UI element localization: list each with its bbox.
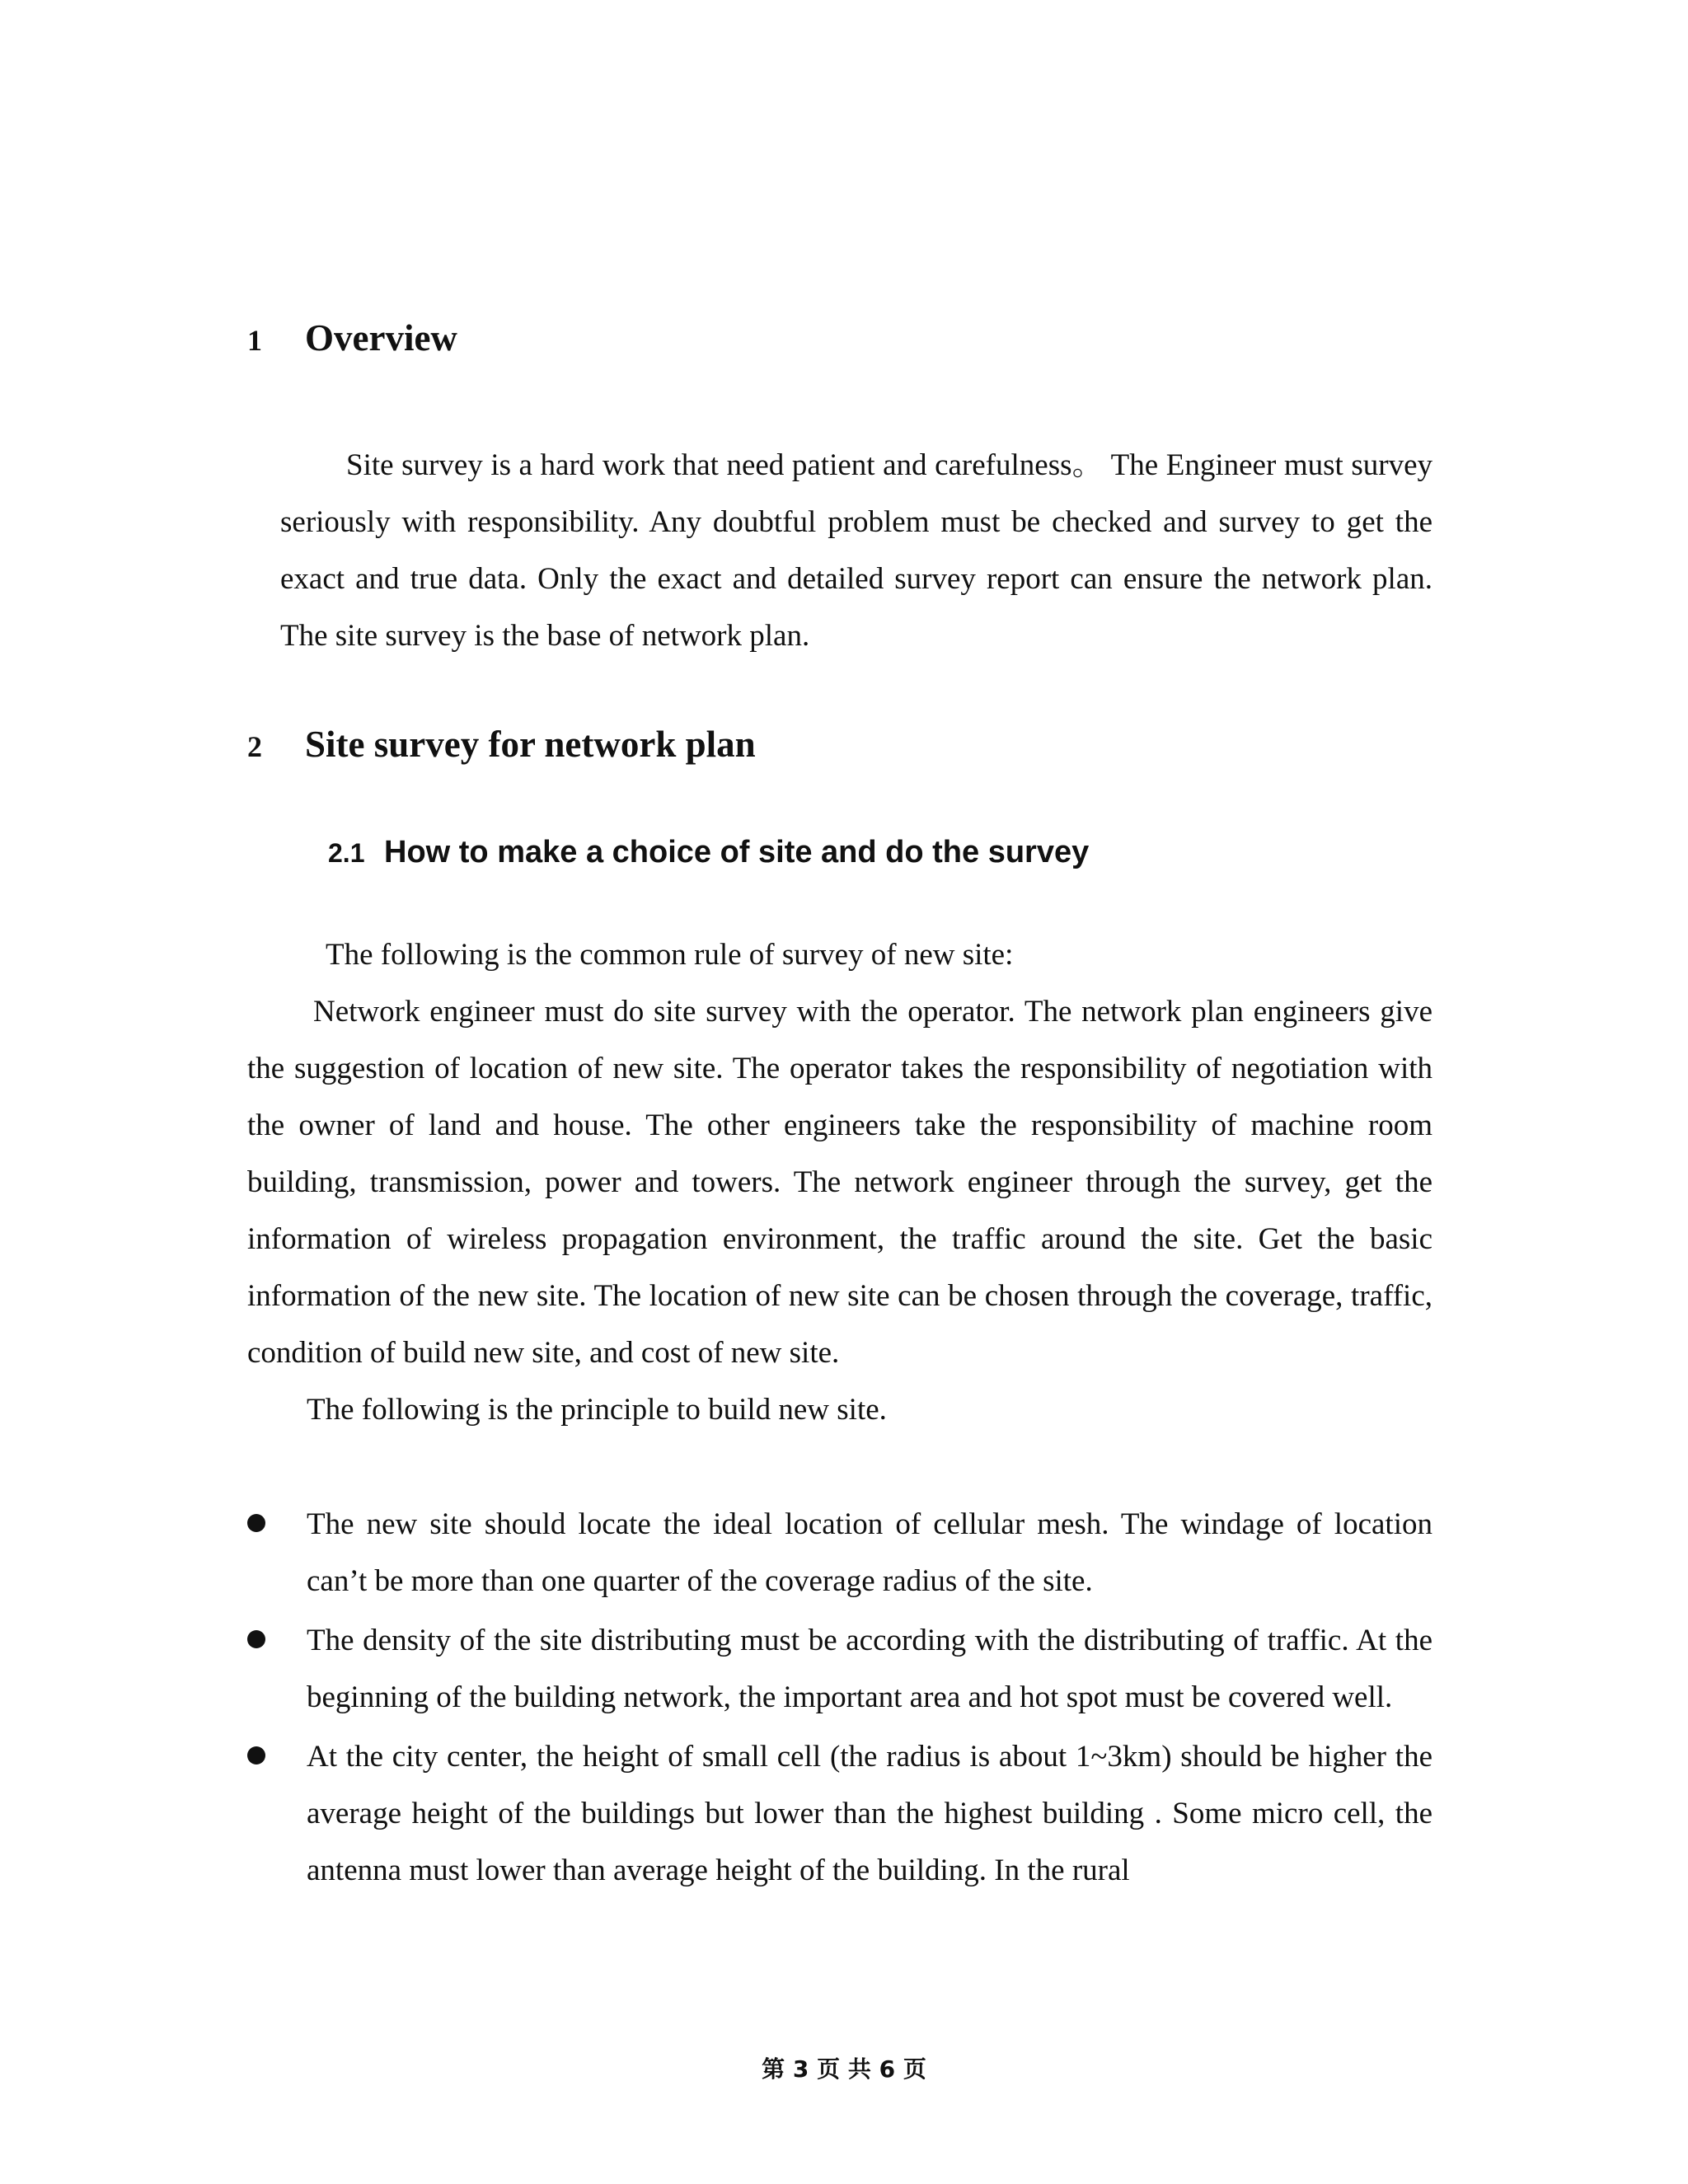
overview-paragraph: Site survey is a hard work that need patient and carefulness。 The Engineer must survey seriously with responsibility. Any doubtful problem must be checked and survey to get the exact and true data. Only the exact and detailed survey report can ensure the network plan. The site survey is the base of network plan. [280, 448, 1432, 653]
list-item-text: At the city center, the height of small cell (the radius is about 1~3km) should be higher the average height of the buildings but lower than the highest building . Some micro cell, the antenna must lower than average height of the building. In the rural [307, 1740, 1432, 1887]
bullet-dot-icon [247, 1514, 265, 1532]
list-item-text: The density of the site distributing must be according with the distributing of traffic. At the beginning of the building network, the important area and hot spot must be covered well. [307, 1624, 1432, 1714]
section-1-number: 1 [247, 324, 262, 357]
list-item [247, 1496, 1432, 1610]
subsection-2-1-number: 2.1 [328, 838, 365, 868]
section-1-heading [247, 317, 457, 361]
list-item-text: The new site should locate the ideal location of cellular mesh. The windage of location can’t be more than one quarter of the coverage radius of the site. [307, 1507, 1432, 1598]
subsection-2-1-heading [328, 834, 1089, 871]
section-2-number: 2 [247, 730, 262, 763]
principle-list [247, 1496, 1432, 1901]
section-1-title: Overview [305, 317, 457, 359]
list-item [247, 1612, 1432, 1726]
section-2-heading [247, 724, 756, 767]
list-item [247, 1728, 1432, 1899]
bullet-dot-icon [247, 1630, 265, 1648]
common-rule-intro: The following is the common rule of survey of new site: [326, 938, 1014, 972]
bullet-dot-icon [247, 1746, 265, 1765]
page-number-footer: 第 3 页 共 6 页 [762, 2055, 926, 2083]
subsection-2-1-title: How to make a choice of site and do the survey [384, 835, 1090, 869]
section-2-title: Site survey for network plan [305, 724, 756, 765]
network-engineer-paragraph: Network engineer must do site survey with the operator. The network plan engineers give the suggestion of location of new site. The operator takes the responsibility of negotiation with the owner of land and house. The other engineers take the responsibility of machine room building, transmission, power and towers. The network engineer through the survey, get the information of wireless propagation environment, the traffic around the site. Get the basic information of the new site. The location of new site can be chosen through the coverage, traffic, condition of build new site, and cost of new site. [247, 995, 1432, 1370]
principle-intro: The following is the principle to build new site. [307, 1393, 887, 1427]
